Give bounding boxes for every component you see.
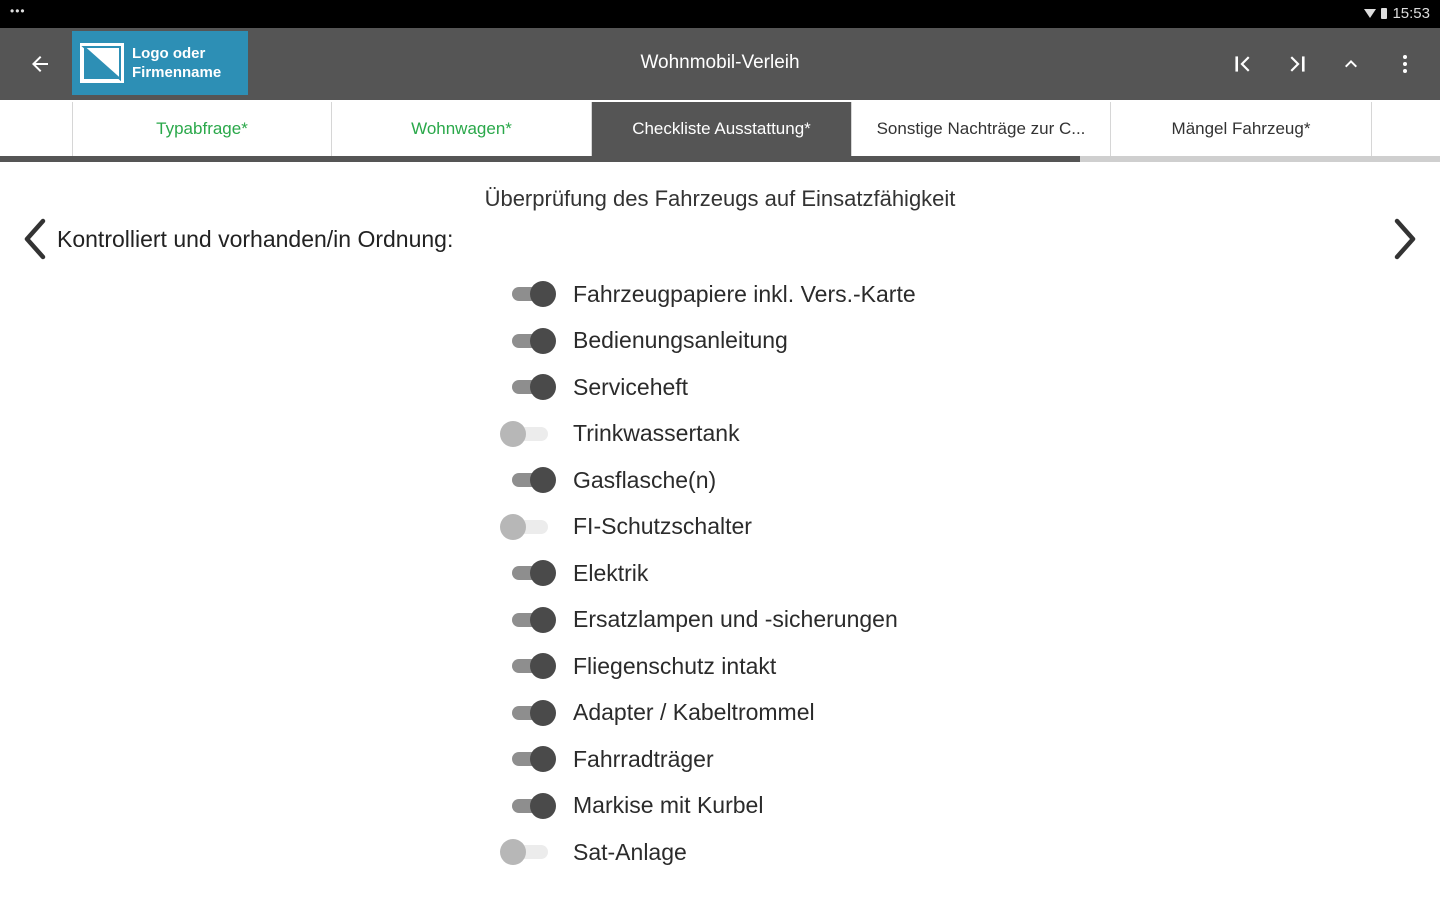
last-page-icon: [1284, 51, 1310, 77]
checklist-item-label: Fahrradträger: [573, 745, 714, 772]
checklist-item: [500, 643, 1200, 690]
toggle-switch[interactable]: [500, 512, 560, 542]
collapse-button[interactable]: [1324, 42, 1378, 86]
more-vert-icon: [1393, 52, 1417, 76]
toggle-switch[interactable]: [500, 791, 560, 821]
toggle-thumb: [530, 746, 556, 772]
toggle-thumb: [530, 793, 556, 819]
toggle-thumb: [530, 560, 556, 586]
toggle-thumb: [530, 328, 556, 354]
question-label: Kontrolliert und vorhanden/in Ordnung:: [57, 226, 454, 252]
toggle-switch[interactable]: [500, 744, 560, 774]
last-page-button[interactable]: [1270, 42, 1324, 86]
checklist-item: [500, 597, 1200, 644]
toggle-switch[interactable]: [500, 279, 560, 309]
toggle-switch[interactable]: [500, 326, 560, 356]
checklist-item-label: Bedienungsanleitung: [573, 327, 788, 354]
checklist-item-label: FI-Schutzschalter: [573, 513, 752, 540]
section-title: Überprüfung des Fahrzeugs auf Einsatzfähigkeit: [484, 186, 956, 211]
logo-line-2: Firmenname: [132, 64, 222, 81]
checklist-item: [500, 736, 1200, 783]
next-section-button[interactable]: [1386, 214, 1426, 264]
logo-line-1: Logo oder: [132, 45, 206, 62]
toggle-thumb: [530, 281, 556, 307]
toggle-thumb: [530, 700, 556, 726]
previous-section-button[interactable]: [14, 214, 54, 264]
notification-dots: •••: [10, 4, 26, 18]
checklist-item: [500, 783, 1200, 830]
first-page-icon: [1230, 51, 1256, 77]
checklist-item: [500, 829, 1200, 876]
checklist-item: [500, 411, 1200, 458]
status-bar: [0, 0, 1440, 28]
toggle-thumb: [500, 839, 526, 865]
toggle-thumb: [530, 607, 556, 633]
checklist-item: [500, 690, 1200, 737]
checklist-item-label: Gasflasche(n): [573, 466, 717, 493]
checklist-item: [500, 364, 1200, 411]
overflow-menu-button[interactable]: [1378, 42, 1432, 86]
app-bar-actions: [1216, 42, 1432, 86]
checklist-item: [500, 550, 1200, 597]
battery-icon: [1381, 8, 1387, 19]
checklist-item-label: Ersatzlampen und -sicherungen: [573, 606, 898, 633]
checklist-item-label: Trinkwassertank: [573, 420, 740, 447]
checklist-item-label: Adapter / Kabeltrommel: [573, 699, 815, 726]
toggle-thumb: [500, 421, 526, 447]
toggle-switch[interactable]: [500, 558, 560, 588]
chevron-left-icon: [19, 217, 49, 261]
toggle-thumb: [530, 653, 556, 679]
app-bar: [0, 28, 1440, 100]
tab-scroll-indicator-thumb: [0, 156, 1080, 162]
toggle-switch[interactable]: [500, 651, 560, 681]
tab-checkliste-ausstattung[interactable]: Checkliste Ausstattung*: [591, 102, 851, 156]
tab-typabfrage[interactable]: Typabfrage*: [72, 102, 331, 156]
toggle-switch[interactable]: [500, 372, 560, 402]
page-title: Wohnmobil-Verleih: [640, 52, 800, 73]
toggle-thumb: [530, 374, 556, 400]
toggle-thumb: [500, 514, 526, 540]
checklist-item-label: Elektrik: [573, 559, 649, 586]
status-icons: [1364, 5, 1430, 22]
chevron-up-icon: [1339, 52, 1363, 76]
first-page-button[interactable]: [1216, 42, 1270, 86]
checklist-item: [500, 271, 1200, 318]
toggle-switch[interactable]: [500, 837, 560, 867]
tab-wohnwagen[interactable]: Wohnwagen*: [331, 102, 591, 156]
checklist-item-label: Markise mit Kurbel: [573, 792, 764, 819]
checklist-item-label: Fahrzeugpapiere inkl. Vers.-Karte: [573, 280, 916, 307]
clock: 15:53: [1392, 5, 1430, 22]
tab-bar: [0, 102, 1440, 156]
toggle-switch[interactable]: [500, 419, 560, 449]
checklist-item: [500, 457, 1200, 504]
tab-scroll-indicator: [0, 156, 1440, 162]
toggle-switch[interactable]: [500, 465, 560, 495]
checklist-item-label: Fliegenschutz intakt: [573, 652, 777, 679]
checklist-item-label: Sat-Anlage: [573, 838, 687, 865]
toggle-switch[interactable]: [500, 698, 560, 728]
tab-sonstige-nachtraege[interactable]: Sonstige Nachträge zur C...: [851, 102, 1110, 156]
checklist-item: [500, 318, 1200, 365]
tab-maengel-fahrzeug[interactable]: Mängel Fahrzeug*: [1110, 102, 1372, 156]
checklist: [500, 271, 1200, 876]
toggle-thumb: [530, 467, 556, 493]
chevron-right-icon: [1391, 217, 1421, 261]
checklist-item-label: Serviceheft: [573, 373, 689, 400]
toggle-switch[interactable]: [500, 605, 560, 635]
wifi-icon: [1364, 9, 1376, 18]
checklist-item: [500, 504, 1200, 551]
